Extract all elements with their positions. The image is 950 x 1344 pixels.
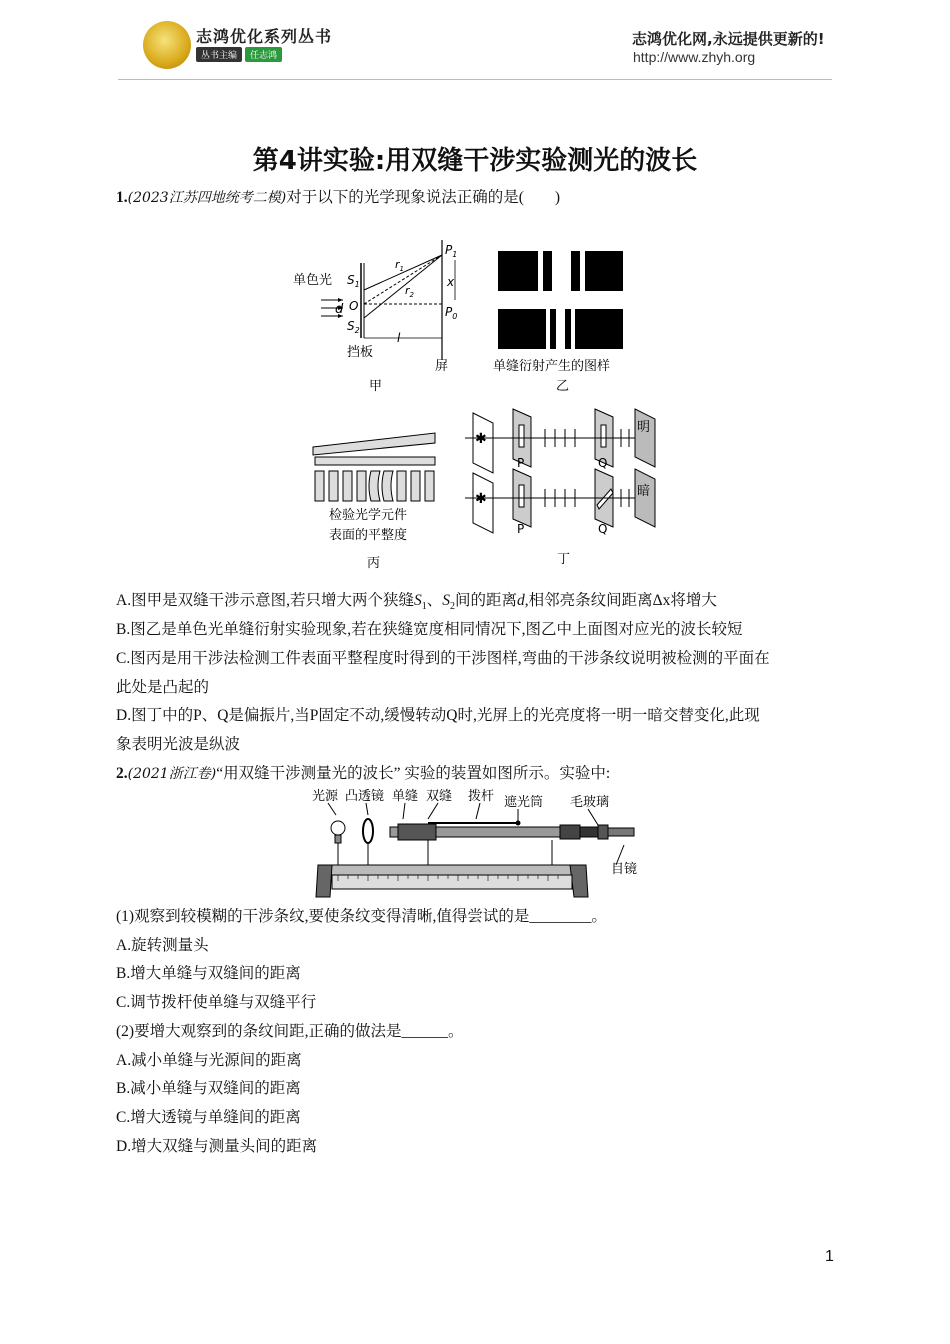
- jia-s2-label: $S_2$: [347, 319, 360, 335]
- ding-q-label-2: Q: [598, 522, 608, 536]
- q2-part2-option-b[interactable]: B.减小单缝与双缝间的距离: [116, 1080, 301, 1097]
- q2-part2-option-a[interactable]: A.减小单缝与光源间的距离: [116, 1052, 302, 1069]
- q1-option-d-line1[interactable]: D.图丁中的P、Q是偏振片,当P固定不动,缓慢转动Q时,光屏上的光亮度将一明一暗交替变化,此现: [116, 707, 760, 724]
- q1-stem: 1.(2023江苏四地统考二模)对于以下的光学现象说法正确的是( ): [116, 189, 561, 206]
- figure-yi: [490, 245, 635, 393]
- ding-bright-label: 明: [637, 420, 651, 435]
- figure-apparatus: [308, 785, 648, 903]
- slogan: 志鸿优化网,永远提供更新的!: [632, 30, 825, 48]
- yi-label: 单缝衍射产生的图样: [493, 359, 611, 374]
- q2-number: 2: [116, 765, 124, 782]
- page-header: [0, 0, 950, 80]
- jia-screen-label: 屏: [435, 359, 449, 374]
- jia-r1-label: $r_1$: [395, 258, 404, 273]
- jia-s1-label: $S_1$: [347, 273, 360, 289]
- site-url[interactable]: http://www.zhyh.org: [633, 49, 756, 65]
- figure-ding: [465, 405, 665, 570]
- ding-q-label-1: Q: [598, 456, 608, 470]
- header-divider: [118, 79, 832, 80]
- app-single-label: 单缝: [392, 789, 419, 804]
- yi-caption: 乙: [556, 379, 570, 393]
- app-lever-label: 拨杆: [468, 789, 495, 804]
- figure-jia: [285, 238, 480, 398]
- q2-part2-option-c[interactable]: C.增大透镜与单缝间的距离: [116, 1109, 301, 1126]
- q1-number: 1: [116, 189, 124, 206]
- app-lens-label: 凸透镜: [345, 789, 385, 804]
- jia-l-label: l: [397, 331, 401, 345]
- figure-bing: [305, 425, 445, 570]
- app-glass-label: 毛玻璃: [570, 795, 610, 810]
- bing-caption: 丙: [367, 556, 381, 570]
- q2-part1-option-a[interactable]: A.旋转测量头: [116, 937, 209, 954]
- q2-part1-option-c[interactable]: C.调节拨杆使单缝与双缝平行: [116, 994, 317, 1011]
- q2-stem-text: “用双缝干涉测量光的波长” 实验的装置如图所示。实验中:: [216, 765, 611, 782]
- q1-option-d-line2[interactable]: 象表明光波是纵波: [116, 736, 241, 753]
- jia-d-label: d: [335, 302, 344, 317]
- q1-option-a[interactable]: A.图甲是双缝干涉示意图,若只增大两个狭缝$S_1$、$S_2$间的距离d,相邻亮条纹间距离Δx将增大: [116, 592, 717, 613]
- q2-part1-option-b[interactable]: B.增大单缝与双缝间的距离: [116, 965, 301, 982]
- editor-name: 任志鸿: [245, 47, 282, 62]
- ding-p-label-2: P: [517, 522, 525, 536]
- jia-p1-label: $P_1$: [445, 243, 458, 259]
- q2-source: (2021浙江卷): [127, 766, 217, 782]
- q1-source: (2023江苏四地统考二模): [127, 190, 287, 206]
- jia-mono-label: 单色光: [293, 273, 333, 288]
- ding-caption: 丁: [557, 552, 571, 567]
- app-eyepiece-label: 目镜: [611, 862, 638, 877]
- ding-dark-label: 暗: [637, 484, 651, 499]
- jia-p0-label: $P_0$: [445, 305, 458, 321]
- q1-stem-text: 对于以下的光学现象说法正确的是( ): [286, 189, 561, 206]
- ding-p-label-1: P: [517, 456, 525, 470]
- series-name: 志鸿优化系列丛书: [196, 27, 333, 46]
- q2-stem: 2.(2021浙江卷)“用双缝干涉测量光的波长” 实验的装置如图所示。实验中:: [116, 765, 611, 782]
- jia-caption: 甲: [369, 379, 383, 394]
- editor-tag: 丛书主编: [196, 47, 242, 62]
- app-light-label: 光源: [312, 789, 339, 804]
- bing-line1: 检验光学元件: [329, 508, 408, 523]
- app-tube-label: 遮光筒: [504, 795, 544, 810]
- q1-option-c-line2[interactable]: 此处是凸起的: [116, 679, 210, 696]
- q2-part2-option-d[interactable]: D.增大双缝与测量头间的距离: [116, 1138, 318, 1155]
- jia-plate-label: 挡板: [347, 345, 374, 360]
- q2-part1-stem: (1)观察到较模糊的干涉条纹,要使条纹变得清晰,值得尝试的是________。: [116, 908, 607, 925]
- q1-option-b[interactable]: B.图乙是单色光单缝衍射实验现象,若在狭缝宽度相同情况下,图乙中上面图对应光的波长较短: [116, 621, 743, 638]
- svg-text:✱: ✱: [475, 431, 487, 447]
- editor-tags: [196, 47, 285, 62]
- page-number: 1: [825, 1248, 834, 1265]
- bing-line2: 表面的平整度: [329, 528, 408, 543]
- app-double-label: 双缝: [426, 789, 453, 804]
- jia-r2-label: $r_2$: [405, 284, 414, 299]
- jia-x-label: x: [447, 275, 455, 289]
- svg-text:✱: ✱: [475, 491, 487, 507]
- q1-option-c-line1[interactable]: C.图丙是用干涉法检测工件表面平整程度时得到的干涉图样,弯曲的干涉条纹说明被检测的平面在: [116, 650, 770, 667]
- jia-o-label: O: [349, 299, 359, 313]
- q2-part2-stem: (2)要增大观察到的条纹间距,正确的做法是______。: [116, 1023, 464, 1040]
- series-logo: [143, 21, 191, 69]
- page-title: 第4讲实验:用双缝干涉实验测光的波长: [252, 146, 698, 176]
